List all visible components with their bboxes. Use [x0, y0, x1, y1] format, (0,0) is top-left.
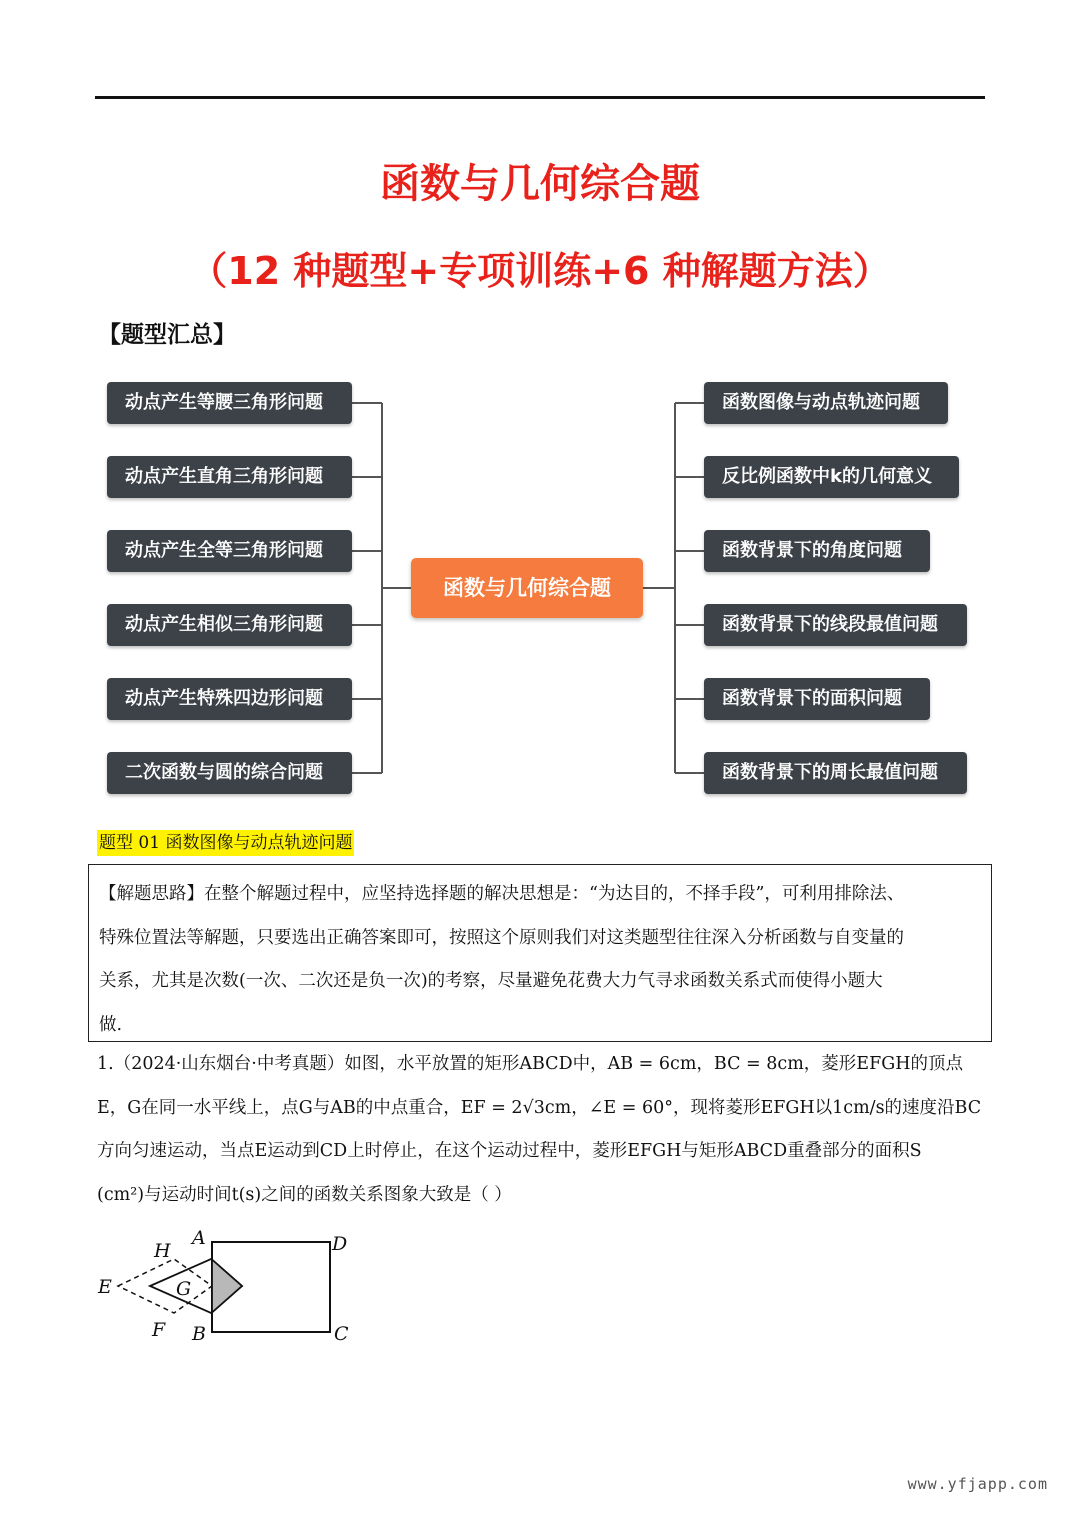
- solution-hint-box: [88, 864, 992, 1042]
- rhombus-dashed: [118, 1259, 212, 1313]
- page-subtitle: （12 种题型+专项训练+6 种解题方法）: [189, 249, 891, 293]
- mindmap-node-left-2: 动点产生直角三角形问题: [107, 456, 352, 498]
- mindmap-center-node: 函数与几何综合题: [411, 558, 643, 618]
- mindmap-node-right-5: 函数背景下的面积问题: [704, 678, 930, 720]
- mindmap-node-left-6: 二次函数与圆的综合问题: [107, 752, 352, 794]
- label-c: C: [334, 1323, 349, 1345]
- mindmap-node-left-5: 动点产生特殊四边形问题: [107, 678, 352, 720]
- label-e: E: [98, 1276, 112, 1298]
- label-a: A: [192, 1227, 206, 1249]
- mindmap-node-left-4: 动点产生相似三角形问题: [107, 604, 352, 646]
- hint-line: 关系，尤其是次数(一次、二次还是负一次)的考察，尽量避免花费大力气寻求函数关系式而使得小题大: [99, 971, 883, 991]
- mindmap-node-right-1: 函数图像与动点轨迹问题: [704, 382, 948, 424]
- page-title: 函数与几何综合题: [380, 161, 700, 207]
- label-d: D: [332, 1233, 348, 1255]
- problem-line: 方向匀速运动，当点E运动到CD上时停止，在这个运动过程中，菱形EFGH与矩形ABCD重叠部分的面积S: [97, 1141, 922, 1161]
- mindmap-node-left-3: 动点产生全等三角形问题: [107, 530, 352, 572]
- mindmap-node-right-2: 反比例函数中k的几何意义: [704, 456, 959, 498]
- mindmap-node-right-3: 函数背景下的角度问题: [704, 530, 930, 572]
- mindmap-node-right-6: 函数背景下的周长最值问题: [704, 752, 967, 794]
- label-h: H: [154, 1240, 171, 1262]
- watermark: www.yfjapp.com: [907, 1475, 1048, 1493]
- mindmap-node-left-1: 动点产生等腰三角形问题: [107, 382, 352, 424]
- overlap-region: [212, 1260, 242, 1313]
- label-f: F: [152, 1319, 166, 1341]
- hint-line: 【解题思路】在整个解题过程中，应坚持选择题的解决思想是：“为达目的，不择手段”，可利用排除法、: [99, 884, 905, 904]
- label-g: G: [176, 1278, 192, 1300]
- question-type-label: 题型 01 函数图像与动点轨迹问题: [97, 830, 354, 856]
- problem-line: (cm²)与运动时间t(s)之间的函数关系图象大致是（ ）: [97, 1184, 512, 1205]
- section-heading: 【题型汇总】: [98, 322, 236, 348]
- problem-line: E，G在同一水平线上，点G与AB的中点重合，EF = 2√3cm，∠E = 60°，现将菱形EFGH以1cm/s的速度沿BC: [97, 1097, 982, 1118]
- mindmap-node-right-4: 函数背景下的线段最值问题: [704, 604, 967, 646]
- hint-line: 做.: [99, 1014, 123, 1035]
- problem-1: [97, 1043, 987, 1217]
- problem-line: 1.（2024·山东烟台·中考真题）如图，水平放置的矩形ABCD中，AB = 6cm，BC = 8cm，菱形EFGH的顶点: [97, 1054, 963, 1074]
- hint-line: 特殊位置法等解题，只要选出正确答案即可，按照这个原则我们对这类题型往往深入分析函数与自变量的: [99, 927, 904, 948]
- label-b: B: [192, 1323, 206, 1345]
- geometry-figure: [92, 1222, 372, 1352]
